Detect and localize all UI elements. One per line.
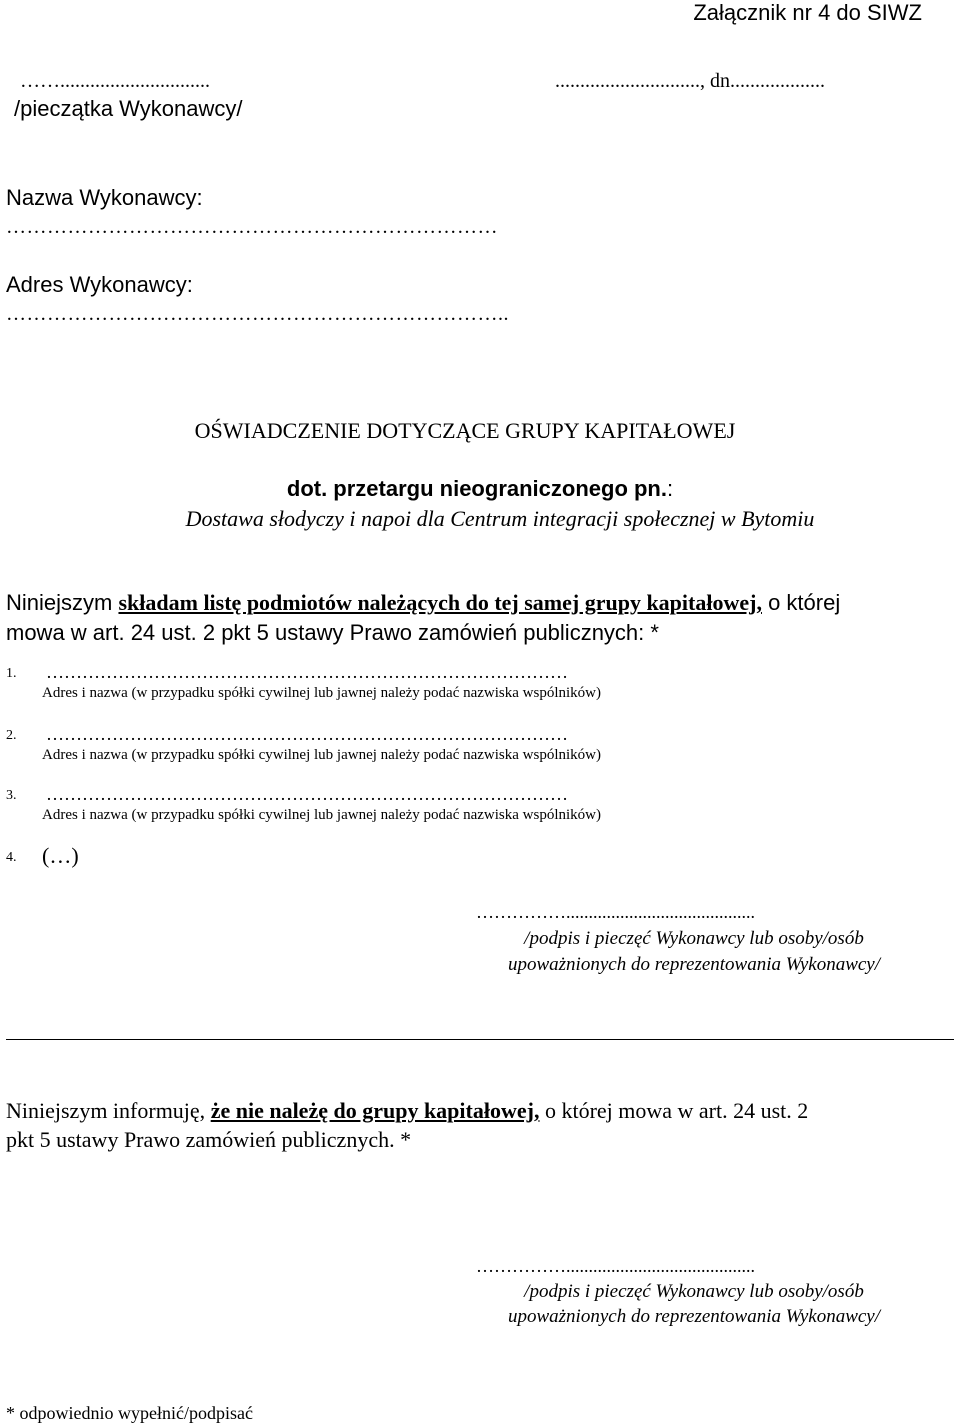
declaration-list-prefix: Niniejszym [6,590,119,615]
list-item-field: …………………………………………………………………………… [46,784,568,804]
declaration-list-suffix: o której [761,590,841,615]
contractor-address-label: Adres Wykonawcy: [6,272,193,297]
signature-caption-line2: upoważnionych do reprezentowania Wykonawcy/ [507,1306,881,1327]
stamp-placeholder-dots: …….............................. [20,70,210,92]
list-item-number: 3. [6,788,17,803]
declaration-not-member-prefix: Niniejszym informuję, [6,1098,211,1123]
declaration-not-member-suffix: o której mowa w art. 24 ust. 2 [539,1098,809,1123]
signature-placeholder: …………….......................................... [476,1256,755,1276]
list-item-caption: Adres i nazwa (w przypadku spółki cywilnej lub jawnej należy podać nazwiska wspólników) [42,685,602,701]
signature-placeholder: …………….......................................... [476,902,755,922]
declaration-not-member-emphasis: że nie należę do grupy kapitałowej, [210,1098,540,1123]
list-item-field: …………………………………………………………………………… [46,662,568,682]
contractor-name-field: ……………………………………………………………… [6,216,498,238]
list-item-caption: Adres i nazwa (w przypadku spółki cywilnej lub jawnej należy podać nazwiska wspólników) [42,807,602,823]
list-item-number: 1. [6,666,17,681]
attachment-label: Załącznik nr 4 do SIWZ [693,0,922,25]
signature-caption-line1: /podpis i pieczęć Wykonawcy lub osoby/osób [524,1281,864,1302]
contractor-address-field: ……………………………………………………………….. [6,303,509,325]
declaration-not-member-line2: pkt 5 ustawy Prawo zamówień publicznych. * [6,1127,412,1152]
contractor-name-label: Nazwa Wykonawcy: [6,185,203,210]
date-placeholder: ............................., dn................... [555,70,825,92]
tender-subtitle-text: dot. przetargu nieograniczonego pn. [286,476,667,501]
section-divider [6,1039,954,1040]
document-title: OŚWIADCZENIE DOTYCZĄCE GRUPY KAPITAŁOWEJ [194,418,736,443]
list-item-ellipsis: (…) [42,843,79,868]
list-item-field: …………………………………………………………………………… [46,724,568,744]
list-item-caption: Adres i nazwa (w przypadku spółki cywilnej lub jawnej należy podać nazwiska wspólników) [42,747,602,763]
tender-subtitle [0,476,960,502]
declaration-list-line2: mowa w art. 24 ust. 2 pkt 5 ustawy Prawo zamówień publicznych: * [6,620,659,645]
list-item-number: 4. [6,850,17,865]
footnote: * odpowiednio wypełnić/podpisać [6,1403,253,1423]
declaration-list-line1 [6,590,840,616]
signature-caption-line1: /podpis i pieczęć Wykonawcy lub osoby/osób [524,928,864,949]
list-item-number: 2. [6,728,17,743]
stamp-label: /pieczątka Wykonawcy/ [14,96,243,121]
declaration-not-member-line1 [6,1098,808,1124]
signature-caption-line2: upoważnionych do reprezentowania Wykonawcy/ [507,954,881,975]
tender-subject: Dostawa słodyczy i napoi dla Centrum integracji społecznej w Bytomiu [185,506,815,531]
tender-subtitle-colon: : [667,476,674,501]
declaration-list-emphasis: składam listę podmiotów należących do tej samej grupy kapitałowej, [118,590,762,615]
